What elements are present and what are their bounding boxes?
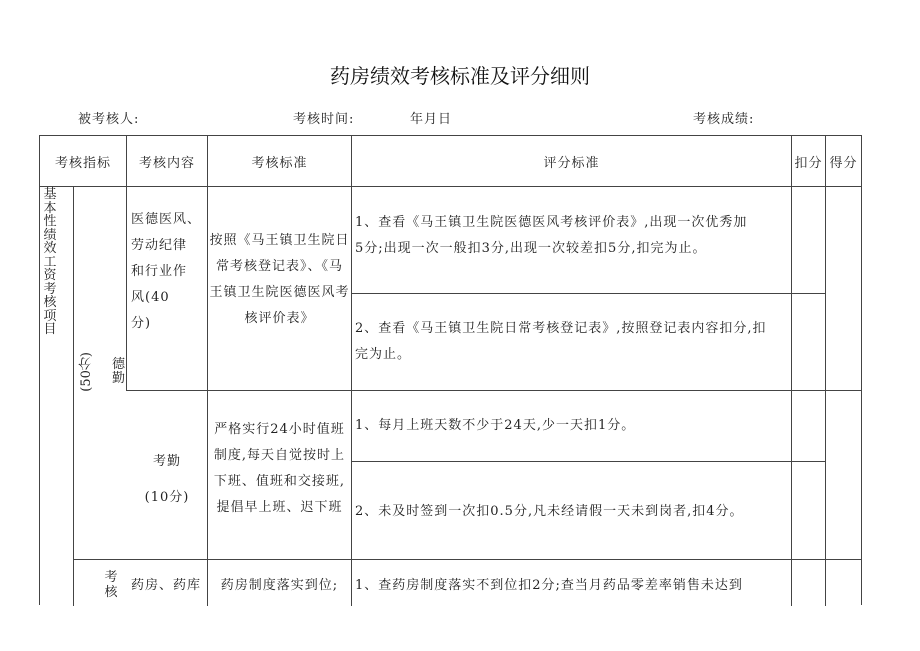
content-line: 和行业作 bbox=[131, 264, 188, 279]
content-line: 考勤 bbox=[152, 454, 181, 469]
standard-line: 按照《马王镇卫生院日 bbox=[209, 233, 350, 248]
score-label: 考核成绩: bbox=[693, 112, 755, 127]
criterion-line: 5分;出现一次一般扣3分,出现一次较差扣5分,扣完为止。 bbox=[355, 241, 707, 256]
content-line: 风(40 bbox=[131, 290, 170, 305]
content-line: 分) bbox=[131, 316, 152, 331]
standard-line: 王镇卫生院医德医风考 bbox=[209, 285, 350, 300]
criterion-line: 2、查看《马王镇卫生院日常考核登记表》,按照登记表内容扣分,扣 bbox=[355, 321, 767, 336]
pharmacy-sub-label: 考核 bbox=[104, 570, 118, 600]
grid-line bbox=[73, 559, 861, 560]
grid-line bbox=[126, 186, 127, 390]
sub-points: (50分) bbox=[79, 352, 94, 392]
attendance-content bbox=[127, 444, 207, 516]
section-label: 基本性绩效工资考核项目 bbox=[43, 187, 57, 337]
grid-line bbox=[207, 136, 208, 606]
ethics-content bbox=[131, 207, 207, 337]
grid-line bbox=[40, 186, 861, 187]
content-line: 劳动纪律 bbox=[131, 238, 188, 253]
grid-line bbox=[126, 390, 861, 391]
standard-line: 制度,每天自觉按时上 bbox=[213, 448, 346, 463]
standard-line: 核评价表》 bbox=[244, 311, 315, 326]
sub-label-deqin: 德勤 bbox=[112, 357, 126, 386]
standard-line: 提倡早上班、迟下班 bbox=[216, 500, 343, 515]
grid-line bbox=[791, 136, 792, 606]
standard-line: 常考核登记表》、《马 bbox=[215, 259, 343, 274]
ethics-criterion-1 bbox=[355, 210, 791, 262]
grid-line bbox=[825, 136, 826, 606]
standard-line: 严格实行24小时值班 bbox=[214, 422, 345, 437]
header-scoring: 评分标准 bbox=[543, 155, 600, 171]
pharmacy-criterion: 1、查药房制度落实不到位扣2分;查当月药品零差率销售未达到 bbox=[355, 578, 743, 593]
pharmacy-standard: 药房制度落实到位; bbox=[220, 578, 339, 593]
attendance-criterion-1: 1、每月上班天数不少于24天,少一天扣1分。 bbox=[355, 418, 636, 433]
ethics-standard bbox=[208, 228, 351, 332]
grid-line bbox=[351, 136, 352, 606]
grid-line bbox=[351, 293, 825, 294]
header-indicator: 考核指标 bbox=[54, 155, 111, 171]
ethics-criterion-2 bbox=[355, 316, 791, 368]
header-content: 考核内容 bbox=[138, 155, 195, 171]
standard-line: 下班、值班和交接班, bbox=[213, 474, 346, 489]
criterion-line: 完为止。 bbox=[355, 347, 412, 362]
criterion-line: 1、查看《马王镇卫生院医德医风考核评价表》,出现一次优秀加 bbox=[355, 215, 748, 230]
grid-line bbox=[351, 461, 825, 462]
content-line: 医德医风、 bbox=[131, 212, 202, 227]
date-label: 年月日 bbox=[410, 112, 453, 127]
content-line: (10分) bbox=[144, 490, 190, 505]
time-label: 考核时间: bbox=[293, 112, 355, 127]
header-deduct: 扣分 bbox=[794, 155, 823, 171]
attendance-criterion-2: 2、未及时签到一次扣0.5分,凡未经请假一天未到岗者,扣4分。 bbox=[355, 504, 744, 519]
header-score: 得分 bbox=[829, 155, 858, 171]
grid-line bbox=[73, 186, 74, 606]
attendance-standard bbox=[208, 417, 351, 521]
assessment-table bbox=[39, 135, 862, 605]
page-title: 药房绩效考核标准及评分细则 bbox=[330, 64, 590, 88]
pharmacy-content: 药房、药库 bbox=[131, 578, 202, 593]
header-standard: 考核标准 bbox=[251, 155, 308, 171]
assessee-label: 被考核人: bbox=[78, 112, 140, 127]
